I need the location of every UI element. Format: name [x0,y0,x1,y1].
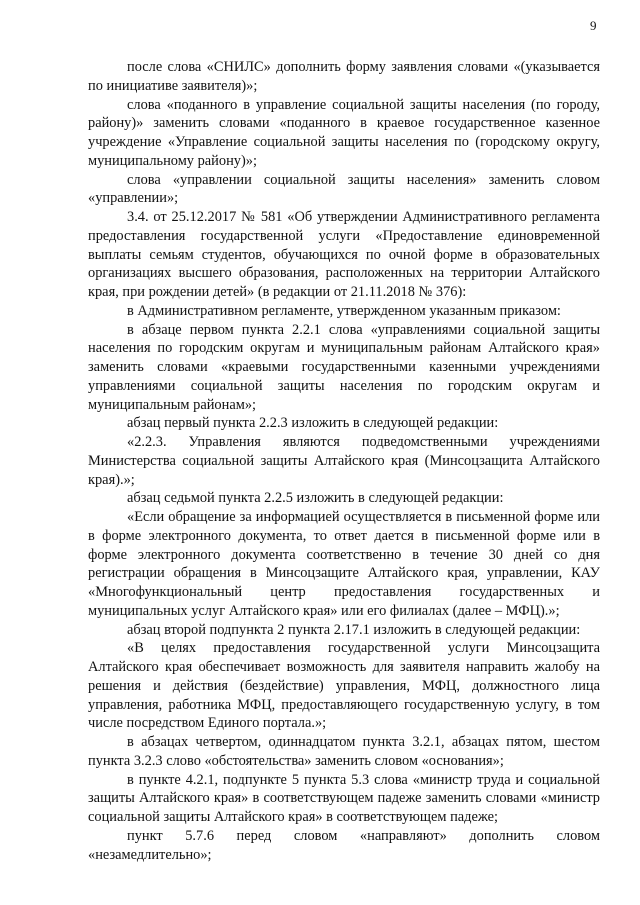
paragraph: абзац второй подпункта 2 пункта 2.17.1 изложить в следующей редакции: [127,621,581,638]
paragraph: в пункте 4.2.1, подпункте 5 пункта 5.3 слова «министр труда и социальной защиты Алтайского края» в соответствующем падеже заменить словами «министр социальной защиты Алтайского края» в соответствующем падеже; [88,771,600,825]
paragraph: в абзаце первом пункта 2.2.1 слова «управлениями социальной защиты населения по городским округам и муниципальным районам Алтайского края» заменить словами «краевыми государственными казенными учреждениями управлениями социальной защиты населения по городским округам и муниципальным районам»; [88,321,600,413]
paragraph: абзац седьмой пункта 2.2.5 изложить в следующей редакции: [127,490,504,507]
paragraph: после слова «СНИЛС» дополнить форму заявления словами «(указывается по инициативе заявителя)»; [88,59,600,94]
paragraph: слова «поданного в управление социальной защиты населения (по городу, району)» заменить словами «поданного в краевое государственное казенное учреждение «Управление социальной защиты населения по (городскому округу, муниципальному району)»; [88,96,600,169]
page-number: 9 [590,18,597,33]
paragraph: слова «управлении социальной защиты населения» заменить словом «управлении»; [88,171,600,207]
paragraph: пункт 5.7.6 перед словом «направляют» дополнить словом «незамедлительно»; [88,827,600,863]
paragraph: «2.2.3. Управления являются подведомственными учреждениями Министерства социальной защиты Алтайского края (Минсоцзащита Алтайского края).»; [88,434,600,488]
paragraph: «В целях предоставления государственной услуги Минсоцзащита Алтайского края обеспечивает возможность для заявителя направить жалобу на решения и действия (бездействие) управления, МФЦ, должностного лица управления, работника МФЦ, предоставляющего государственную услугу, в том числе посредством Единого портала.»; [88,640,600,732]
document-body [88,58,600,864]
paragraph: в абзацах четвертом, одиннадцатом пункта 3.2.1, абзацах пятом, шестом пункта 3.2.3 слово «обстоятельства» заменить словом «основания»; [88,734,600,769]
paragraph: «Если обращение за информацией осуществляется в письменной форме или в форме электронного документа, то ответ дается в письменной форме или в форме электронного документа соответственно в течение 30 дней со дня регистрации обращения в Минсоцзащите Алтайского края, управлении, КАУ «Многофункциональный центр предоставления государственных и муниципальных услуг Алтайского края» или его филиалах (далее – МФЦ).»; [88,509,600,619]
paragraph: в Административном регламенте, утвержденном указанным приказом: [127,302,561,319]
paragraph: абзац первый пункта 2.2.3 изложить в следующей редакции: [127,415,499,432]
paragraph: 3.4. от 25.12.2017 № 581 «Об утверждении Административного регламента предоставления государственной услуги «Предоставление единовременной выплаты семьям студентов, обучающихся по очной форме в образовательных организациях высшего образования, расположенных на территории Алтайского края, при рождении детей» (в редакции от 21.11.2018 № 376): [88,209,600,300]
